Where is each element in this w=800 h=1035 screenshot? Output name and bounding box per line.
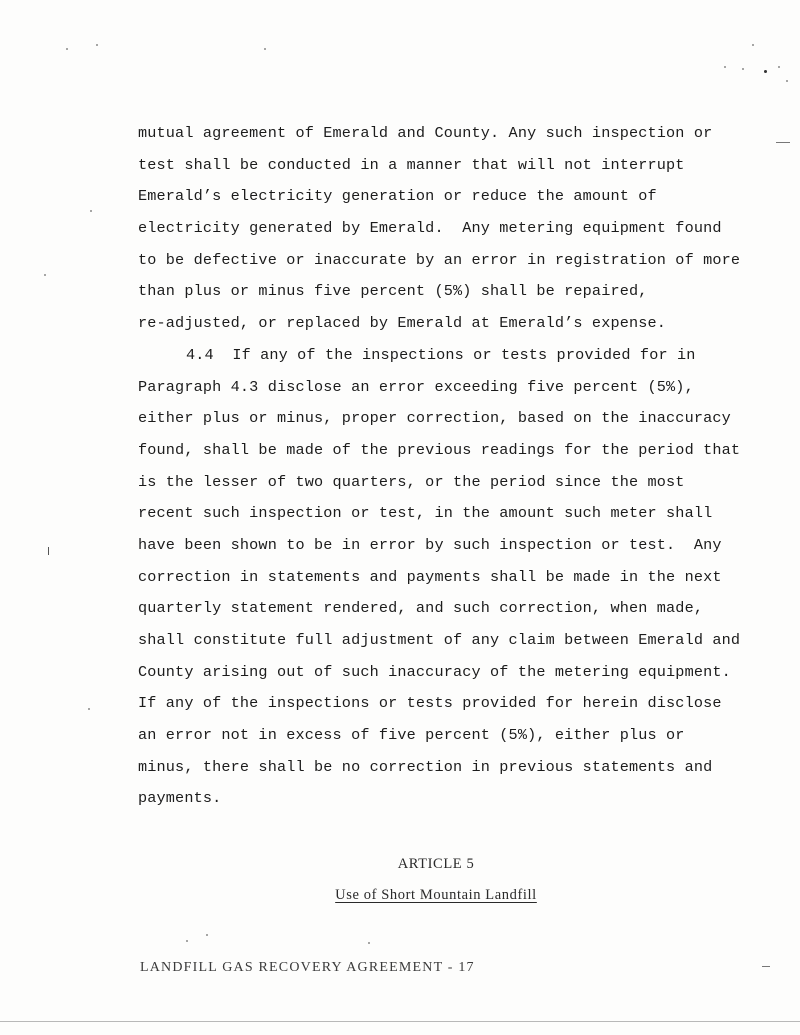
scan-speck <box>786 80 788 82</box>
scan-speck <box>752 44 754 46</box>
scan-speck <box>96 44 98 46</box>
scan-speck <box>88 708 90 710</box>
page-footer: LANDFILL GAS RECOVERY AGREEMENT - 17 <box>140 960 475 975</box>
scan-speck <box>206 934 208 936</box>
scan-edge-line <box>0 1021 800 1022</box>
section-4-4-line: shall constitute full adjustment of any claim between Emerald and <box>138 631 741 649</box>
section-4-4-first-line: 4.4 If any of the inspections or tests provided for in <box>186 345 696 364</box>
paragraph-line: Emerald’s electricity generation or reduce the amount of <box>138 187 657 206</box>
section-4-4-line: quarterly statement rendered, and such correction, when made, <box>138 599 704 618</box>
body-text <box>138 118 788 815</box>
section-4-4-line: recent such inspection or test, in the amount such meter shall <box>138 504 713 523</box>
paragraph-line: to be defective or inaccurate by an error in registration of more <box>138 250 741 269</box>
article-title: Use of Short Mountain Landfill <box>335 887 537 903</box>
section-4-4-line: County arising out of such inaccuracy of the metering equipment. <box>138 662 731 681</box>
scan-speck <box>264 48 266 50</box>
section-4-4-line: correction in statements and payments shall be made in the next <box>138 567 722 586</box>
scan-speck <box>764 70 767 73</box>
section-4-4-line: If any of the inspections or tests provided for herein disclose <box>138 694 722 713</box>
paragraph-line: test shall be conducted in a manner that will not interrupt <box>138 155 685 174</box>
scan-speck <box>44 274 46 276</box>
section-4-4-line: is the lesser of two quarters, or the period since the most <box>138 472 685 491</box>
paragraph-line: electricity generated by Emerald. Any metering equipment found <box>138 219 722 238</box>
paragraph-line: mutual agreement of Emerald and County. Any such inspection or <box>138 124 713 142</box>
section-4-4-line: either plus or minus, proper correction, based on the inaccuracy <box>138 409 731 428</box>
section-4-4-line: found, shall be made of the previous readings for the period that <box>138 440 741 459</box>
scan-mark <box>762 966 770 967</box>
scan-speck <box>778 66 780 68</box>
section-4-4-line: minus, there shall be no correction in previous statements and <box>138 757 713 776</box>
scan-speck <box>368 942 370 944</box>
scan-speck <box>742 68 744 70</box>
article-number: ARTICLE 5 <box>397 856 475 872</box>
scan-mark <box>48 547 49 555</box>
scan-speck <box>724 66 726 68</box>
section-4-4-line: payments. <box>138 789 222 808</box>
section-4-4-line: have been shown to be in error by such inspection or test. Any <box>138 535 722 554</box>
section-4-4-line: Paragraph 4.3 disclose an error exceeding five percent (5%), <box>138 377 694 396</box>
paragraph-line: than plus or minus five percent (5%) shall be repaired, <box>138 282 648 301</box>
scan-speck <box>90 210 92 212</box>
scan-speck <box>66 48 68 50</box>
scan-mark <box>776 142 790 143</box>
paragraph-line: re-adjusted, or replaced by Emerald at Emerald’s expense. <box>138 314 667 333</box>
scan-speck <box>186 940 188 942</box>
section-4-4-line: an error not in excess of five percent (5%), either plus or <box>138 726 685 745</box>
